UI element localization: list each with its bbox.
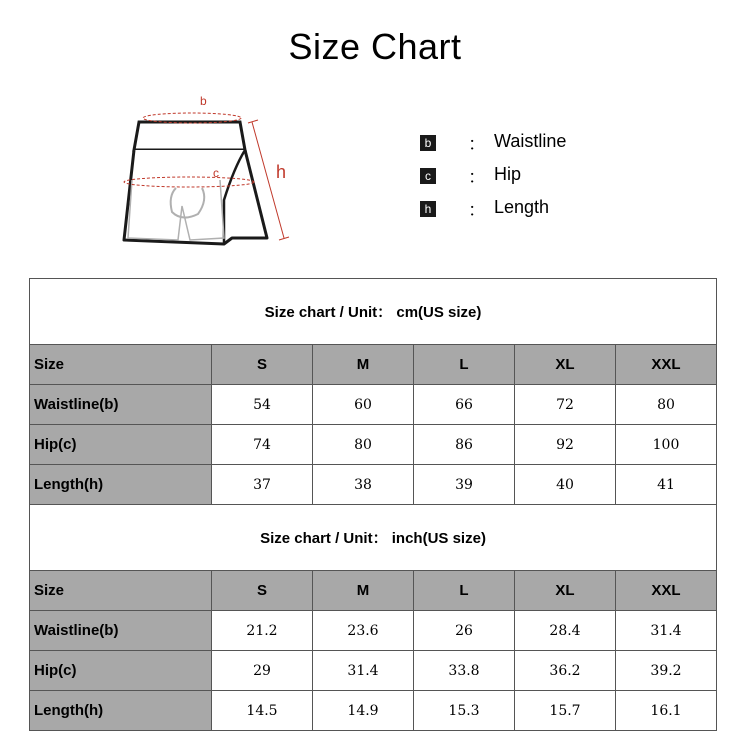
- header-cell: M: [313, 345, 414, 385]
- table-cell: 21.2: [212, 611, 313, 651]
- table-cell: 29: [212, 651, 313, 691]
- header-cell: XXL: [616, 571, 717, 611]
- header-cell: S: [212, 345, 313, 385]
- legend-colon: ：: [468, 167, 486, 187]
- header-cell: XXL: [616, 345, 717, 385]
- table-cell: 28.4: [515, 611, 616, 651]
- measurement-legend: [420, 126, 567, 225]
- table-cell: 72: [515, 385, 616, 425]
- table-cell: 16.1: [616, 691, 717, 731]
- table-cell: 92: [515, 425, 616, 465]
- table-cell: 60: [313, 385, 414, 425]
- legend-item-length: [420, 192, 550, 225]
- skirt-waistband: [134, 122, 245, 150]
- row-label: Waistline(b): [30, 611, 212, 651]
- table-cell: 39.2: [616, 651, 717, 691]
- diagram-label-c: c: [213, 166, 219, 180]
- table-row: [30, 465, 717, 505]
- header-cell: Size: [30, 571, 212, 611]
- skirt-measurement-diagram: [112, 88, 312, 258]
- table-cell: 54: [212, 385, 313, 425]
- legend-key: c: [420, 168, 436, 184]
- table-row: [30, 691, 717, 731]
- legend-label: Waistline: [494, 131, 567, 151]
- table-cell: 37: [212, 465, 313, 505]
- table-cell: 80: [616, 385, 717, 425]
- row-label: Length(h): [30, 691, 212, 731]
- header-cell: Size: [30, 345, 212, 385]
- legend-colon: ：: [468, 134, 486, 154]
- header-cell: XL: [515, 345, 616, 385]
- table-row: [30, 611, 717, 651]
- row-label: Hip(c): [30, 651, 212, 691]
- page-title: Size Chart: [288, 26, 462, 67]
- table-cell: 74: [212, 425, 313, 465]
- table-row: [30, 651, 717, 691]
- legend-key: b: [420, 135, 436, 151]
- header-cell: L: [414, 571, 515, 611]
- table-header-row: [30, 571, 717, 611]
- table-cell: 33.8: [414, 651, 515, 691]
- legend-label: Hip: [494, 164, 522, 184]
- table-cell: 15.3: [414, 691, 515, 731]
- table-cell: 23.6: [313, 611, 414, 651]
- table-header-row: [30, 345, 717, 385]
- table-cell: 31.4: [616, 611, 717, 651]
- table-row: [30, 385, 717, 425]
- row-label: Waistline(b): [30, 385, 212, 425]
- header-cell: L: [414, 345, 515, 385]
- table-cell: 26: [414, 611, 515, 651]
- table-row: [30, 425, 717, 465]
- legend-item-hip: [420, 159, 522, 192]
- table-cell: 15.7: [515, 691, 616, 731]
- row-label: Hip(c): [30, 425, 212, 465]
- diagram-label-h: h: [276, 162, 287, 182]
- table-cell: 14.5: [212, 691, 313, 731]
- legend-item-waistline: [420, 126, 567, 159]
- row-label: Length(h): [30, 465, 212, 505]
- size-table-inch: [29, 504, 717, 731]
- table-cell: 39: [414, 465, 515, 505]
- table-cell: 38: [313, 465, 414, 505]
- table-caption: Size chart / Unit： cm(US size): [30, 279, 717, 345]
- table-cell: 36.2: [515, 651, 616, 691]
- legend-label: Length: [494, 197, 550, 217]
- header-cell: S: [212, 571, 313, 611]
- table-cell: 40: [515, 465, 616, 505]
- table-cell: 100: [616, 425, 717, 465]
- legend-colon: ：: [468, 200, 486, 220]
- table-cell: 31.4: [313, 651, 414, 691]
- diagram-label-b: b: [200, 94, 207, 108]
- table-cell: 80: [313, 425, 414, 465]
- table-cell: 66: [414, 385, 515, 425]
- size-table-cm: [29, 278, 717, 505]
- table-cell: 41: [616, 465, 717, 505]
- legend-key: h: [420, 201, 436, 217]
- table-cell: 86: [414, 425, 515, 465]
- skirt-body: [124, 150, 267, 244]
- table-caption: Size chart / Unit： inch(US size): [30, 505, 717, 571]
- table-cell: 14.9: [313, 691, 414, 731]
- header-cell: M: [313, 571, 414, 611]
- length-tick-top: [248, 120, 258, 123]
- header-cell: XL: [515, 571, 616, 611]
